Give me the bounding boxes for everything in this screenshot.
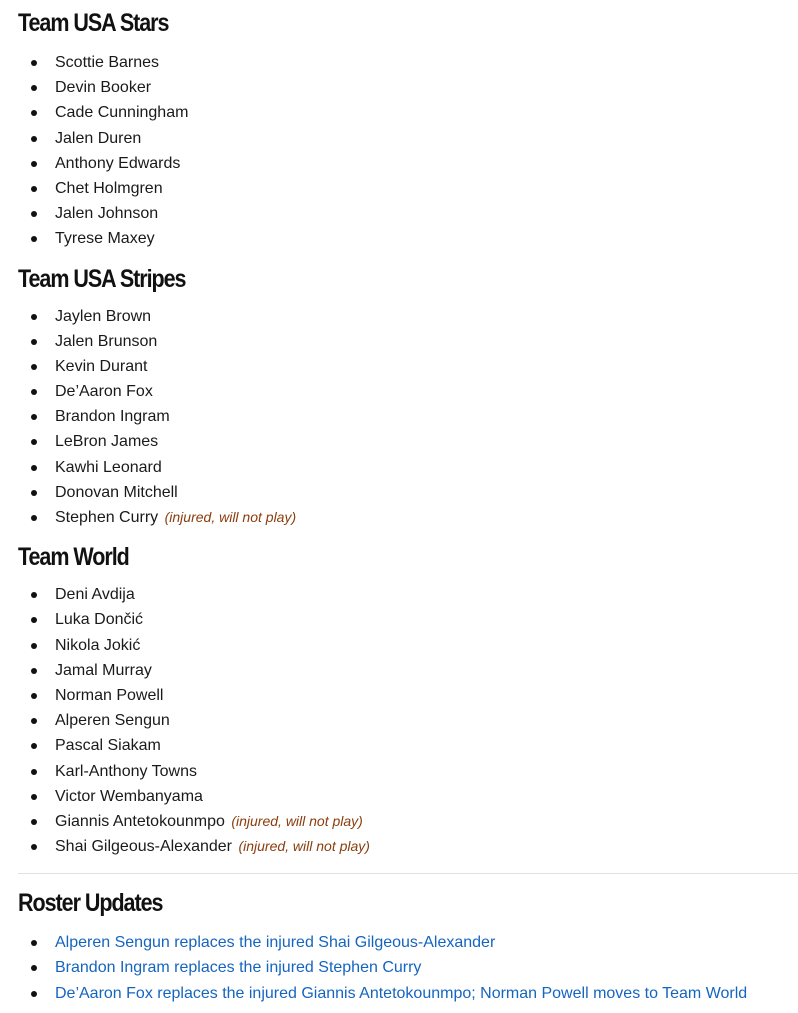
list-item [18,733,780,758]
bullet-icon [31,465,37,471]
list-item [18,429,780,454]
player-name: Scottie Barnes [55,54,160,71]
player-name: Devin Booker [55,79,152,97]
player-name: Cade Cunningham [55,104,189,122]
list-item [18,607,780,632]
section-team-usa-stripes [18,262,780,531]
list-item [18,809,780,834]
bullet-icon [31,339,37,345]
player-name: Jalen Brunson [55,332,158,350]
bullet-icon [31,743,37,749]
injury-note: (injured, will not play) [164,509,297,525]
player-name: Shai Gilgeous-Alexander [55,838,232,856]
bullet-icon [31,940,37,946]
list-item [18,226,780,251]
bullet-icon [31,718,37,724]
player-name: Luka Dončić [55,611,144,629]
list-item [18,480,780,505]
list-item [18,981,780,1006]
player-name: Pascal Siakam [55,737,161,755]
update-link[interactable]: Alperen Sengun replaces the injured Shai Gilgeous-Alexander [55,934,496,952]
list-item [18,759,780,784]
bullet-icon [31,769,37,775]
bullet-icon [31,85,37,91]
bullet-icon [31,794,37,800]
bullet-icon [31,439,37,445]
bullet-icon [31,643,37,649]
bullet-icon [31,515,37,521]
list-item [18,834,780,859]
list-item [18,505,780,530]
bullet-icon [31,211,37,217]
player-name: Stephen Curry [55,509,159,526]
bullet-icon [31,136,37,142]
list-item [18,455,780,480]
list-item [18,176,780,201]
player-name: Victor Wembanyama [55,787,203,805]
update-link[interactable]: Brandon Ingram replaces the injured Stephen Curry [55,959,422,977]
list-item [18,379,780,404]
bullet-icon [31,389,37,395]
player-name: Kevin Durant [55,357,148,375]
bullet-icon [31,186,37,192]
list-item [18,151,780,176]
player-list [18,582,780,859]
player-name: Giannis Antetokounmpo [55,812,225,830]
update-link[interactable]: De’Aaron Fox replaces the injured Giannis Antetokounmpo; Norman Powell moves to Team World [55,984,748,1002]
player-list [18,304,780,531]
list-item [18,329,780,354]
player-name: Jalen Duren [55,129,142,147]
list-item [18,633,780,658]
player-name: LeBron James [55,433,159,451]
player-name: Kawhi Leonard [55,458,162,476]
list-item [18,75,780,100]
bullet-icon [31,236,37,242]
section-divider [18,873,798,874]
bullet-icon [31,617,37,623]
list-item [18,126,780,151]
bullet-icon [31,60,37,66]
list-item [18,404,780,429]
player-name: Anthony Edwards [55,154,181,172]
section-heading: Team World [18,543,129,572]
list-item [18,658,780,683]
section-team-world [18,540,780,859]
player-name: Jalen Johnson [55,205,159,223]
bullet-icon [31,965,37,971]
player-name: Norman Powell [55,686,164,704]
list-item [18,304,780,329]
section-roster-updates [18,886,780,1006]
player-name: Jamal Murray [55,661,152,679]
section-heading: Team USA Stripes [18,264,186,293]
player-name: Nikola Jokić [55,636,141,654]
injury-note: (injured, will not play) [238,838,370,855]
player-name: Deni Avdija [55,586,135,604]
bullet-icon [31,668,37,674]
update-list [18,930,780,1006]
player-name: Chet Holmgren [55,179,163,197]
section-team-usa-stars [18,6,780,252]
list-item [18,582,780,607]
list-item [18,100,780,125]
player-name: De’Aaron Fox [55,383,153,401]
injury-note: (injured, will not play) [231,812,363,829]
player-list [18,50,780,252]
list-item [18,784,780,809]
bullet-icon [31,161,37,167]
player-name: Tyrese Maxey [55,230,155,248]
list-item [18,50,780,75]
player-name: Alperen Sengun [55,712,170,730]
list-item [18,683,780,708]
bullet-icon [31,991,37,997]
player-name: Donovan Mitchell [55,483,178,501]
list-item [18,201,780,226]
bullet-icon [31,819,37,825]
list-item [18,708,780,733]
section-heading: Team USA Stars [18,9,169,37]
section-heading: Roster Updates [18,889,163,918]
bullet-icon [31,414,37,420]
player-name: Jaylen Brown [55,307,152,325]
list-item [18,930,780,955]
list-item [18,955,780,980]
bullet-icon [31,110,37,116]
bullet-icon [31,693,37,699]
bullet-icon [31,592,37,598]
player-name: Brandon Ingram [55,408,170,426]
list-item [18,354,780,379]
bullet-icon [31,844,37,850]
bullet-icon [31,490,37,496]
player-name: Karl-Anthony Towns [55,762,197,780]
bullet-icon [31,314,37,320]
bullet-icon [31,364,37,370]
